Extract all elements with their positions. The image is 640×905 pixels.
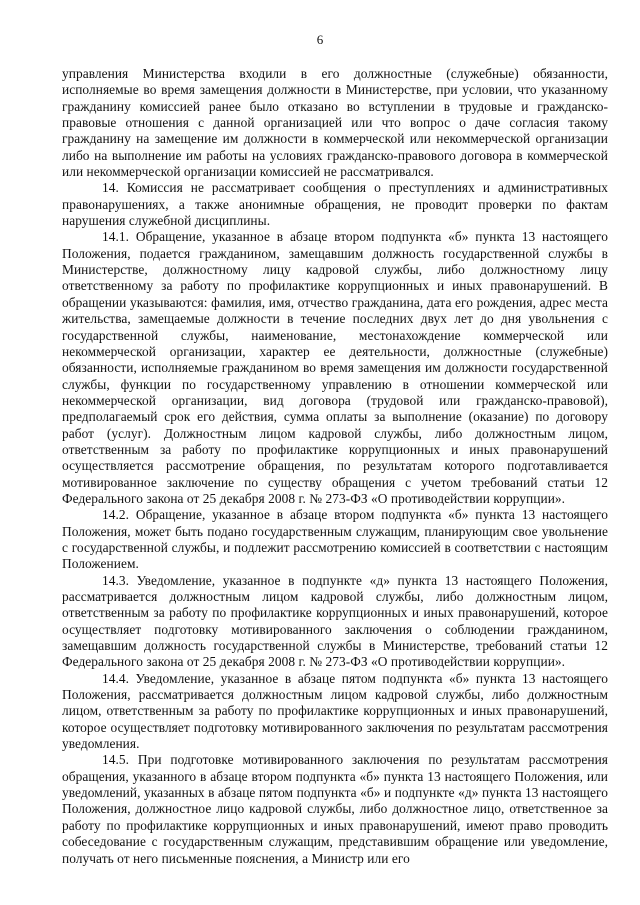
paragraph-14: 14. Комиссия не рассматривает сообщения о преступлениях и административных правонарушениях, а также анонимные обращения, не проводит проверки по фактам нарушения служебной дисциплины. (62, 180, 608, 229)
paragraph-14-2: 14.2. Обращение, указанное в абзаце втором подпункта «б» пункта 13 настоящего Положения, может быть подано государственным служащим, планирующим свое увольнение с государственной службы, и подлежит рассмотрению комиссией в соответствии с настоящим Положением. (62, 507, 608, 572)
page-number: 6 (316, 32, 324, 47)
paragraph-14-5: 14.5. При подготовке мотивированного заключения по результатам рассмотрения обращения, указанного в абзаце втором подпункта «б» пункта 13 настоящего Положения, или уведомлений, указанных в абзаце пятом подпункта «б» и подпункте «д» пункта 13 настоящего Положения, должностное лицо кадровой службы, либо должностное лицо, ответственное за работу по профилактике коррупционных и иных правонарушений, имеют право проводить собеседование с государственным служащим, представившим обращение или уведомление, получать от него письменные пояснения, а Министр или его (62, 752, 608, 866)
paragraph-continuation: управления Министерства входили в его должностные (служебные) обязанности, исполняемые во время замещения должности в Министерстве, при условии, что указанному гражданину комиссией ранее было отказано во вступлении в трудовые и гражданско-правовые отношения с данной организацией или что вопрос о даче согласия такому гражданину на замещение им должности в коммерческой или некоммерческой организации либо на выполнение им работы на условиях гражданско-правового договора в коммерческой или некоммерческой организации комиссией не рассматривался. (62, 66, 608, 180)
paragraph-14-4: 14.4. Уведомление, указанное в абзаце пятом подпункта «б» пункта 13 настоящего Положения, рассматривается должностным лицом кадровой службы, либо должностным лицом, ответственным за работу по профилактике коррупционных и иных правонарушений, которое осуществляет подготовку мотивированного заключения по результатам рассмотрения уведомления. (62, 670, 608, 752)
paragraph-14-3: 14.3. Уведомление, указанное в подпункте «д» пункта 13 настоящего Положения, рассматривается должностным лицом кадровой службы, либо должностным лицом, ответственным за работу по профилактике коррупционных и иных правонарушений, которое осуществляет подготовку мотивированного заключения о соблюдении гражданином, замещавшим должность государственной службы в Министерстве, требований статьи 12 Федерального закона от 25 декабря 2008 г. № 273-ФЗ «О противодействии коррупции». (62, 572, 608, 670)
paragraph-14-1: 14.1. Обращение, указанное в абзаце втором подпункта «б» пункта 13 настоящего Положения, подается гражданином, замещавшим должность государственной службы в Министерстве, должностному лицу кадровой службы, либо должностному лицу ответственному за работу по профилактике коррупционных и иных правонарушений. В обращении указываются: фамилия, имя, отчество гражданина, дата его рождения, адрес места жительства, замещаемые должности в течение последних двух лет до дня увольнения с государственной службы, наименование, местонахождение коммерческой или некоммерческой организации, характер ее деятельности, должностные (служебные) обязанности, исполняемые гражданином во время замещения им должности государственной службы, функции по государственному управлению в отношении коммерческой или некоммерческой организации, вид договора (трудовой или гражданско-правовой), предполагаемый срок его действия, сумма оплаты за выполнение (оказание) по договору работ (услуг). Должностным лицом кадровой службы, либо должностным лицом, ответственным за работу по профилактике коррупционных и иных правонарушений осуществляется рассмотрение обращения, по результатам которого подготавливается мотивированное заключение по существу обращения с учетом требований статьи 12 Федерального закона от 25 декабря 2008 г. № 273-ФЗ «О противодействии коррупции». (62, 229, 608, 506)
document-body (62, 66, 608, 867)
